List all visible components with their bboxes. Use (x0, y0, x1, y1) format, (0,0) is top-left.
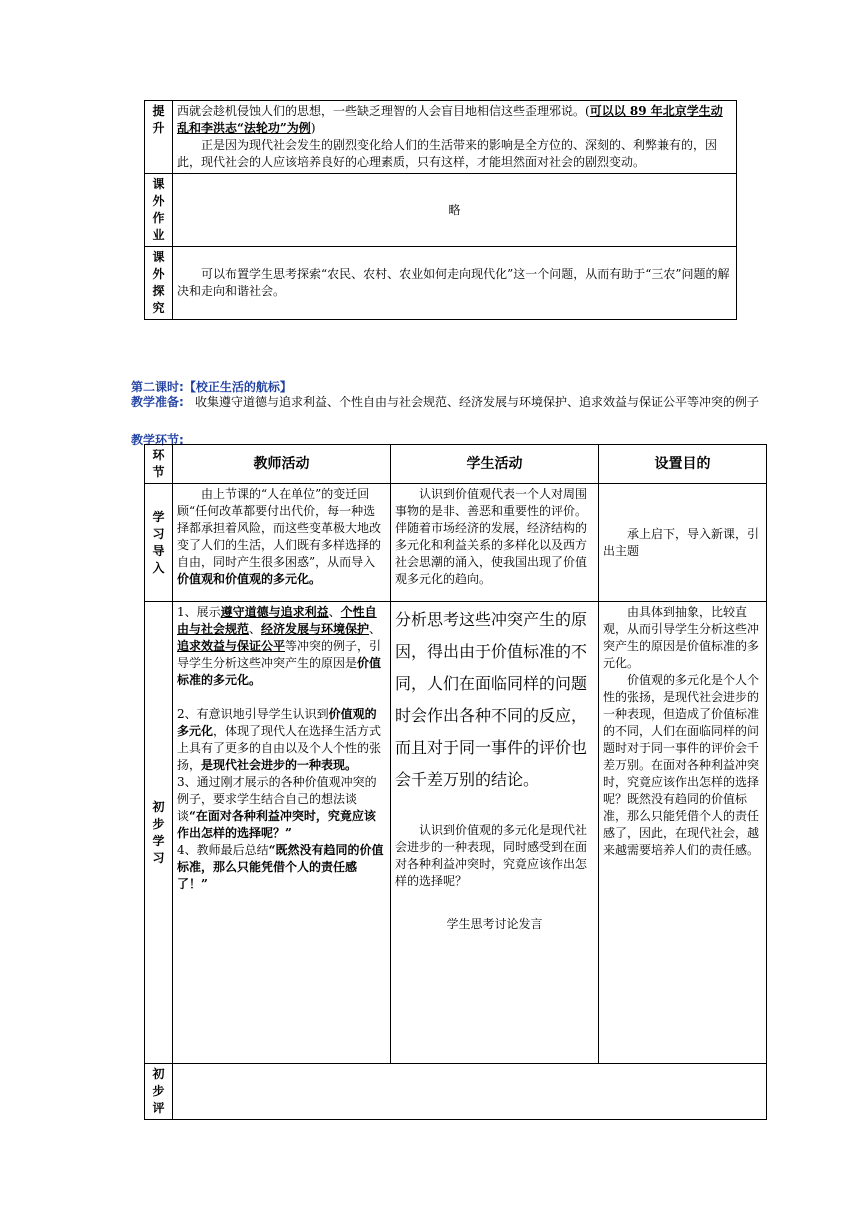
row-label-explore (145, 247, 173, 320)
label-char: 学 (152, 509, 165, 524)
tisheng-text: 西就会趁机侵蚀人们的思想，一些缺乏理智的人会盲目地相信这些歪理邪说。( (177, 104, 590, 118)
initial-purpose (599, 602, 767, 1064)
label-char: 习 (152, 850, 165, 865)
label-char: 导 (152, 543, 165, 558)
step-text: 4、教师最后总结 (177, 843, 269, 857)
explore-text: 可以布置学生思考探索“农民、农村、农业如何走向现代化”这一个问题，从而有助于“三农”问题的解决和走向和谐社会。 (177, 267, 730, 298)
step-text: 3、通过刚才展示的各种价值观冲突的例子，要求学生结合自己的想法谈谈 (177, 775, 377, 823)
step-bold: “既然没有趋同的价值标准，那么只能凭借个人的责任感了！” (177, 843, 384, 891)
step-text: 2、有意识地引导学生认识到 (177, 707, 329, 721)
lesson-table (144, 444, 767, 1120)
teacher-step-1 (177, 604, 386, 689)
purpose-para2: 价值观的多元化是个人个性的张扬，是现代社会进步的一种表现，但造成了价值标准的不同，人们在面临同样的问题时对于同一事件的评价会千差万别。在面对各种利益冲突时，究竟应该作出怎样的选择呢？既然没有趋同的价值标准，那么只能凭借个人的责任感了，因此，在现代社会，越来越需要培养人们的责任感。 (603, 673, 760, 857)
table-row (145, 101, 737, 174)
intro-student-text: 认识到价值观代表一个人对周围事物的是非、善恶和重要性的评价。伴随着市场经济的发展，经济结构的多元化和利益关系的多样化以及西方社会思潮的涌入，使我国出现了价值观多元化的趋向。 (395, 487, 588, 586)
table-continuation (144, 100, 737, 320)
conflict-2: 个性自由与社会规范 (177, 605, 377, 636)
label-char: 业 (152, 228, 165, 242)
intro-teacher-text (177, 486, 386, 588)
tisheng-content (173, 101, 737, 174)
step-text: 等冲突的例子，引导学生分析这些冲突产生的原因是 (177, 639, 382, 670)
label-char: 提 (152, 104, 165, 118)
step-sep: 、 (328, 605, 341, 619)
step-text: 1、展示 (177, 605, 221, 619)
intro-student (391, 484, 599, 602)
label-char: 初 (152, 799, 165, 814)
conflict-4: 追求效益与保证公平 (177, 639, 286, 653)
tisheng-paren: ) (310, 121, 316, 135)
lesson-label: 第二课时: (131, 380, 184, 394)
label-char: 外 (152, 194, 165, 208)
intro-purpose-text: 承上启下，导入新课，引出主题 (603, 526, 760, 558)
purpose-para1: 由具体到抽象，比较直观，从而引导学生分析这些冲突产生的原因是价值标准的多元化。 (603, 605, 760, 670)
step-sep: 、 (249, 622, 262, 636)
intro-teacher (173, 484, 391, 602)
label-char: 步 (152, 1084, 165, 1098)
row-label-homework (145, 174, 173, 247)
tisheng-para2: 正是因为现代社会发生的剧烈变化给人们的生活带来的影响是全方位的、深刻的、利弊兼有的，因此，现代社会的人应该培养良好的心理素质，只有这样，才能坦然面对社会的剧烈变动。 (177, 138, 718, 169)
tisheng-example: 可以以 89 年北京学生动乱和李洪志“法轮功”为例 (177, 104, 723, 135)
initial-teacher (173, 602, 391, 1064)
label-char: 初 (152, 1067, 165, 1081)
label-char: 课 (152, 177, 165, 191)
eval-content (173, 1064, 767, 1120)
table-row (145, 174, 737, 247)
intro-teacher-b: 价值观和价值观的多元化。 (177, 572, 322, 586)
homework-content: 略 (173, 174, 737, 247)
teacher-step-4 (177, 842, 386, 893)
label-char: 评 (152, 1101, 165, 1115)
explore-content (173, 247, 737, 320)
step-text: ，体现了现代人在选择生活方式上具有了更多的自由以及个人个性的张扬， (177, 724, 382, 772)
label-char: 节 (152, 465, 165, 479)
prep-label: 教学准备: (131, 395, 184, 409)
conflict-1: 遵守道德与追求利益 (220, 605, 329, 619)
label-char: 入 (152, 560, 165, 575)
tisheng-para1 (177, 103, 732, 137)
row-label-intro (145, 484, 173, 602)
table-row (145, 247, 737, 320)
conflict-3: 经济发展与环境保护 (261, 622, 370, 636)
step-sep: 、 (369, 622, 382, 636)
label-char: 探 (152, 284, 165, 298)
lesson-title: 【校正生活的航标】 (183, 380, 292, 394)
steps-label-text: 教学环节: (131, 433, 184, 447)
header-stage (145, 445, 173, 484)
label-char: 究 (152, 301, 165, 315)
intro-purpose (599, 484, 767, 602)
student-recognize: 认识到价值观的多元化是现代社会进步的一种表现，同时感受到在面对各种利益冲突时，究竟应该作出怎样的选择呢？ (395, 823, 588, 888)
label-char: 升 (152, 121, 165, 135)
initial-student (391, 602, 599, 1064)
label-char: 步 (152, 816, 165, 831)
table-row (145, 602, 767, 1064)
table-row (145, 1064, 767, 1120)
lesson-title-line (131, 376, 292, 395)
intro-teacher-a: 由上节课的“人在单位”的变迁回顾“任何改革都要付出代价，每一种选择都承担着风险，而这些变革极大地改变了人们的生活，人们既有多样选择的自由，同时产生很多困惑”，从而导入 (177, 487, 382, 569)
label-char: 习 (152, 526, 165, 541)
row-label-initial (145, 602, 173, 1064)
header-teacher: 教师活动 (173, 445, 391, 484)
label-char: 课 (152, 250, 165, 264)
step-bold: 是现代社会进步的一种表现。 (201, 758, 358, 772)
step-bold: 价值观的多元化 (177, 707, 377, 738)
teacher-step-3 (177, 774, 386, 842)
label-char: 作 (152, 211, 165, 225)
row-label-eval (145, 1064, 173, 1120)
student-analysis: 分析思考这些冲突产生的原因，得出由于价值标准的不同，人们在面临同样的问题时会作出各种不同的反应，而且对于同一事件的评价也会千差万别的结论。 (395, 610, 588, 789)
row-label-tisheng (145, 101, 173, 174)
header-purpose: 设置目的 (599, 445, 767, 484)
label-char: 环 (152, 448, 165, 462)
table-row (145, 484, 767, 602)
step-bold: 价值标准的多元化。 (177, 656, 382, 687)
step-bold: “在面对各种利益冲突时，究竟应该作出怎样的选择呢？” (177, 809, 376, 840)
prep-text: 收集遵守道德与追求利益、个性自由与社会规范、经济发展与环境保护、追求效益与保证公平等冲突的例子 (195, 395, 760, 409)
teacher-step-2 (177, 706, 386, 774)
label-char: 学 (152, 833, 165, 848)
table-header-row (145, 445, 767, 484)
label-char: 外 (152, 267, 165, 281)
header-student: 学生活动 (391, 445, 599, 484)
student-discuss: 学生思考讨论发言 (446, 917, 543, 931)
prep-line (131, 394, 791, 411)
